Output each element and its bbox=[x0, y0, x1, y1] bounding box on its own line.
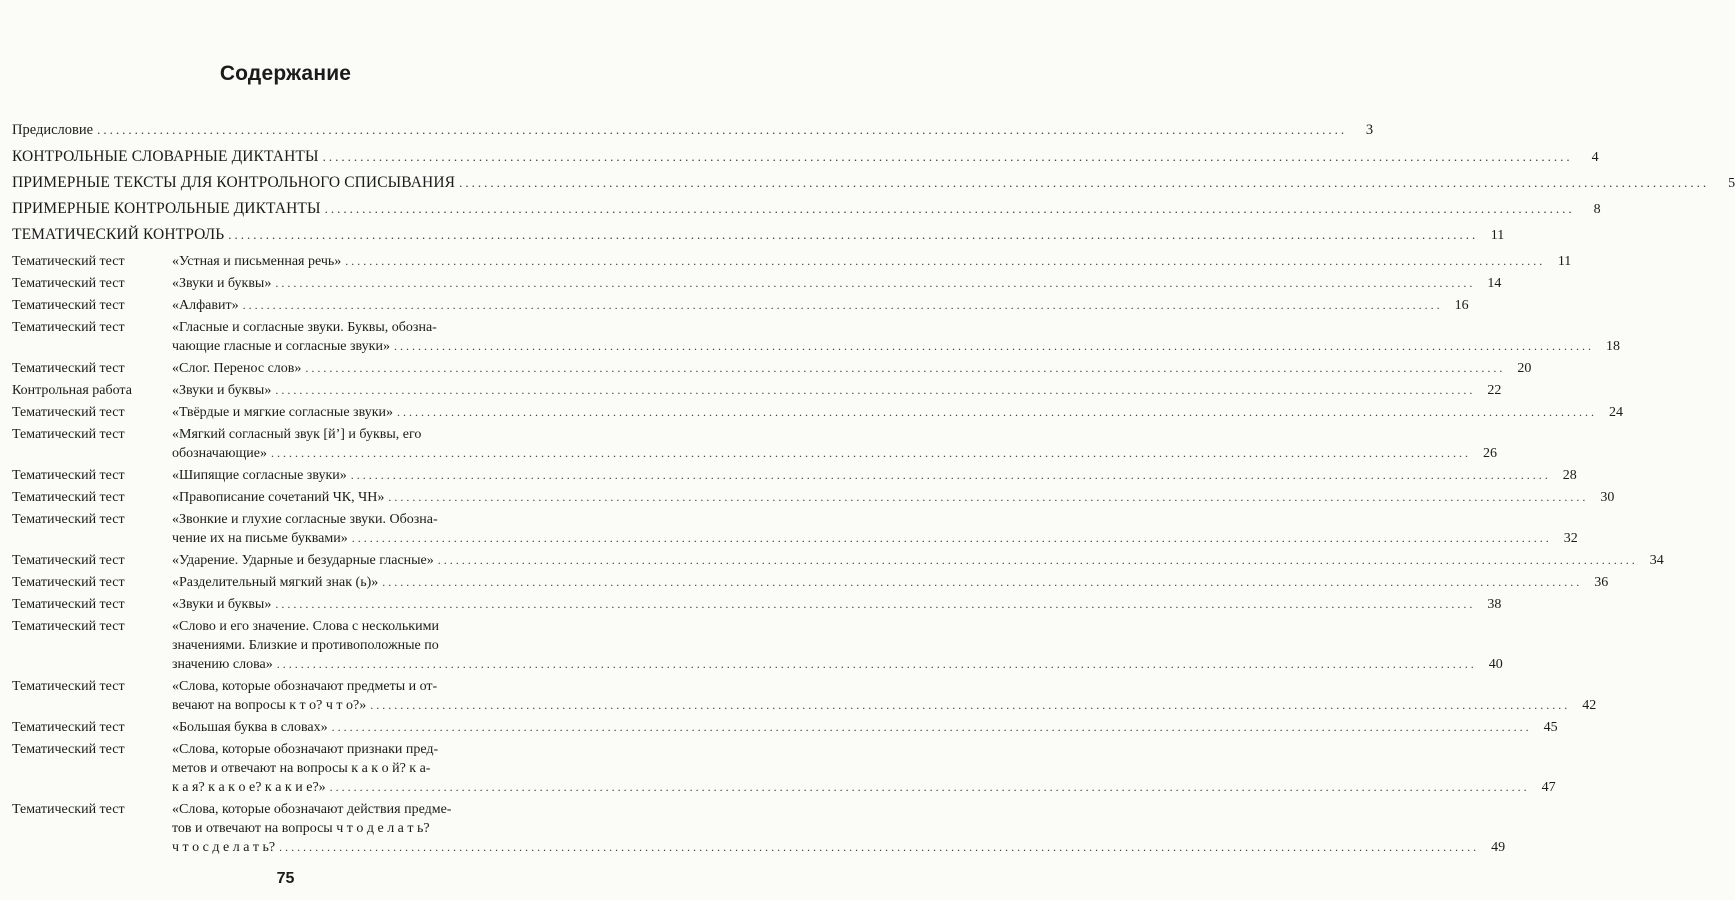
test-entry-line: «Большая буква в словах» bbox=[172, 720, 328, 735]
test-entry-title bbox=[172, 252, 1571, 271]
test-entry-kind: Тематический тест bbox=[12, 276, 125, 291]
leader-dots: ........................................................................................................................................................................................................ bbox=[329, 780, 1530, 794]
leader-dots: ........................................................................................................................................................................................................ bbox=[437, 553, 1638, 567]
toc-entry-page: 5 bbox=[1728, 176, 1735, 191]
test-entry-line: «Правописание сочетаний ЧК, ЧН» bbox=[172, 490, 385, 505]
test-entry-kind: Тематический тест bbox=[12, 597, 125, 612]
test-entry-page: 40 bbox=[1488, 657, 1503, 672]
test-entries bbox=[12, 252, 1664, 857]
leader-dots: ........................................................................................................................................................................................................ bbox=[370, 698, 1571, 712]
test-entry-title bbox=[172, 318, 1620, 356]
leader-dots: ........................................................................................................................................................................................................ bbox=[276, 657, 1477, 671]
test-entry-line: «Звуки и буквы» bbox=[172, 597, 272, 612]
toc-entry-label: ПРИМЕРНЫЕ ТЕКСТЫ ДЛЯ КОНТРОЛЬНОГО СПИСЫВАНИЯ bbox=[12, 174, 456, 191]
toc-entry bbox=[12, 122, 1374, 139]
toc-entry bbox=[12, 200, 1601, 218]
toc-entry-page: 4 bbox=[1591, 150, 1599, 165]
test-entry-page: 26 bbox=[1483, 446, 1497, 461]
test-entry-kind: Тематический тест bbox=[12, 361, 125, 376]
test-entry bbox=[12, 573, 1609, 592]
test-entry-page: 14 bbox=[1487, 276, 1502, 291]
leader-dots: ........................................................................................................................................................................................................ bbox=[459, 175, 1710, 190]
test-entry-line: «Звонкие и глухие согласные звуки. Обозна- bbox=[172, 512, 438, 527]
test-entry bbox=[12, 551, 1664, 570]
test-entry-page: 32 bbox=[1563, 531, 1578, 546]
test-entry-kind: Тематический тест bbox=[12, 720, 125, 735]
test-entry bbox=[12, 425, 1497, 463]
test-entry-page: 42 bbox=[1582, 698, 1597, 713]
test-entry-page: 47 bbox=[1541, 780, 1556, 795]
test-entry bbox=[12, 718, 1558, 737]
leader-dots: ........................................................................................................................................................................................................ bbox=[242, 298, 1443, 312]
toc-entry bbox=[12, 174, 1735, 192]
test-entry-line: «Звуки и буквы» bbox=[172, 276, 272, 291]
test-entry-title bbox=[172, 425, 1497, 463]
leader-dots: ........................................................................................................................................................................................................ bbox=[322, 149, 1573, 164]
leader-dots: ........................................................................................................................................................................................................ bbox=[275, 383, 1476, 397]
test-entry-title bbox=[172, 403, 1623, 422]
test-entry bbox=[12, 359, 1532, 378]
test-entry bbox=[12, 617, 1503, 674]
test-entry-line: «Слова, которые обозначают признаки пред- bbox=[172, 742, 439, 757]
test-entry-line: «Слог. Перенос слов» bbox=[172, 361, 302, 376]
test-entry-line: чение их на письме буквами» bbox=[172, 531, 348, 546]
test-entry-page: 38 bbox=[1487, 597, 1502, 612]
test-entry-line: значениями. Близкие и противоположные по bbox=[172, 638, 439, 653]
leader-dots: ........................................................................................................................................................................................................ bbox=[275, 597, 1476, 611]
test-entry-kind: Тематический тест bbox=[12, 468, 125, 483]
toc-entry-page: 3 bbox=[1365, 122, 1374, 138]
test-entry-kind: Тематический тест bbox=[12, 512, 125, 527]
toc-entry-page: 11 bbox=[1490, 228, 1505, 243]
test-entry bbox=[12, 740, 1556, 797]
test-entry bbox=[12, 252, 1572, 271]
test-entry-page: 34 bbox=[1649, 553, 1664, 568]
test-entry-page: 20 bbox=[1517, 361, 1532, 376]
toc-entry-label: ТЕМАТИЧЕСКИЙ КОНТРОЛЬ bbox=[12, 226, 225, 243]
test-entry bbox=[12, 274, 1502, 293]
test-entry-title bbox=[172, 740, 1556, 797]
toc-entry bbox=[12, 148, 1599, 166]
test-entry bbox=[12, 381, 1502, 400]
test-entry-line: «Шипящие согласные звуки» bbox=[172, 468, 347, 483]
page-number: 75 bbox=[276, 870, 295, 887]
test-entry-title bbox=[172, 466, 1577, 485]
test-entry bbox=[12, 800, 1506, 857]
test-entry-line: обозначающие» bbox=[172, 446, 267, 461]
test-entry-title bbox=[172, 381, 1501, 400]
test-entry-title bbox=[172, 573, 1608, 592]
test-entry-kind: Тематический тест bbox=[12, 254, 125, 269]
test-entry-kind: Тематический тест bbox=[12, 679, 125, 694]
leader-dots: ........................................................................................................................................................................................................ bbox=[345, 254, 1546, 268]
test-entry-kind: Тематический тест bbox=[12, 320, 125, 335]
test-entry-line: «Разделительный мягкий знак (ь)» bbox=[172, 575, 379, 590]
test-entry bbox=[12, 510, 1578, 548]
leader-dots: ........................................................................................................................................................................................................ bbox=[305, 361, 1506, 375]
leader-dots: ........................................................................................................................................................................................................ bbox=[331, 720, 1532, 734]
test-entry-line: «Алфавит» bbox=[172, 298, 239, 313]
test-entry-title bbox=[172, 718, 1558, 737]
test-entry-title bbox=[172, 595, 1501, 614]
test-entry-line: к а я? к а к о е? к а к и е?» bbox=[172, 780, 326, 795]
test-entry-kind: Тематический тест bbox=[12, 553, 125, 568]
test-entry-line: «Слова, которые обозначают предметы и от- bbox=[172, 679, 438, 694]
test-entry-title bbox=[172, 617, 1503, 674]
test-entry-title bbox=[172, 359, 1531, 378]
test-entry bbox=[12, 595, 1502, 614]
test-entry-page: 24 bbox=[1609, 405, 1624, 420]
test-entry-line: тов и отвечают на вопросы ч т о д е л а т ь? bbox=[172, 821, 430, 836]
test-entry-line: «Твёрдые и мягкие согласные звуки» bbox=[172, 405, 394, 420]
test-entry-page: 18 bbox=[1605, 339, 1620, 354]
leader-dots: ........................................................................................................................................................................................................ bbox=[350, 468, 1551, 482]
test-entry-title bbox=[172, 800, 1505, 857]
test-entry bbox=[12, 677, 1597, 715]
test-entry bbox=[12, 296, 1469, 315]
test-entry-line: метов и отвечают на вопросы к а к о й? к а- bbox=[172, 761, 431, 776]
test-entry-page: 11 bbox=[1557, 254, 1572, 269]
test-entry-line: чающие гласные и согласные звуки» bbox=[172, 339, 390, 354]
page-title: Содержание bbox=[219, 62, 352, 85]
toc-entry-label: Предисловие bbox=[12, 122, 94, 138]
test-entry-line: «Мягкий согласный звук [й’] и буквы, его bbox=[172, 427, 422, 442]
test-entry-line: «Устная и письменная речь» bbox=[172, 254, 342, 269]
test-entry-line: «Звуки и буквы» bbox=[172, 383, 272, 398]
test-entry-line: ч т о с д е л а т ь? bbox=[172, 840, 276, 855]
test-entry-kind: Тематический тест bbox=[12, 427, 125, 442]
test-entry-kind: Тематический тест bbox=[12, 802, 125, 817]
leader-dots: ........................................................................................................................................................................................................ bbox=[324, 201, 1575, 216]
test-entry-kind: Тематический тест bbox=[12, 742, 125, 757]
leader-dots: ........................................................................................................................................................................................................ bbox=[97, 122, 1348, 137]
test-entry-page: 45 bbox=[1543, 720, 1558, 735]
test-entry-kind: Тематический тест bbox=[12, 405, 125, 420]
test-entry-kind: Тематический тест bbox=[12, 619, 125, 634]
test-entry-line: «Гласные и согласные звуки. Буквы, обозна- bbox=[172, 320, 437, 335]
test-entry-title bbox=[172, 677, 1596, 715]
test-entry-line: «Слова, которые обозначают действия предме- bbox=[172, 802, 452, 817]
test-entry-line: значению слова» bbox=[172, 657, 273, 672]
leader-dots: ........................................................................................................................................................................................................ bbox=[351, 531, 1552, 545]
leader-dots: ........................................................................................................................................................................................................ bbox=[275, 276, 1476, 290]
toc-entry-label: ПРИМЕРНЫЕ КОНТРОЛЬНЫЕ ДИКТАНТЫ bbox=[12, 200, 321, 217]
test-entry-title bbox=[172, 551, 1664, 570]
toc-entry bbox=[12, 226, 1505, 244]
toc-entry-page: 8 bbox=[1593, 202, 1601, 217]
leader-dots: ........................................................................................................................................................................................................ bbox=[279, 840, 1480, 854]
test-entry bbox=[12, 488, 1615, 507]
leader-dots: ........................................................................................................................................................................................................ bbox=[397, 405, 1598, 419]
test-entry bbox=[12, 466, 1577, 485]
test-entry-kind: Тематический тест bbox=[12, 298, 125, 313]
test-entry-kind: Тематический тест bbox=[12, 490, 125, 505]
test-entry-page: 49 bbox=[1491, 840, 1506, 855]
test-entry-kind: Тематический тест bbox=[12, 575, 125, 590]
test-entry bbox=[12, 318, 1620, 356]
test-entry bbox=[12, 403, 1624, 422]
test-entry-page: 16 bbox=[1454, 298, 1469, 313]
test-entry-page: 30 bbox=[1600, 490, 1615, 505]
test-entry-title bbox=[172, 488, 1614, 507]
test-entry-page: 22 bbox=[1487, 383, 1502, 398]
test-entry-page: 28 bbox=[1562, 468, 1577, 483]
leader-dots: ........................................................................................................................................................................................................ bbox=[228, 227, 1479, 242]
main-entries bbox=[12, 122, 1735, 244]
test-entry-kind: Контрольная работа bbox=[12, 383, 132, 398]
test-entry-line: «Ударение. Ударные и безударные гласные» bbox=[172, 553, 434, 568]
test-entry-line: вечают на вопросы к т о? ч т о?» bbox=[172, 698, 367, 713]
table-of-contents bbox=[12, 122, 1735, 860]
leader-dots: ........................................................................................................................................................................................................ bbox=[393, 339, 1594, 353]
leader-dots: ........................................................................................................................................................................................................ bbox=[388, 490, 1589, 504]
test-entry-page: 36 bbox=[1594, 575, 1609, 590]
leader-dots: ........................................................................................................................................................................................................ bbox=[271, 446, 1471, 460]
test-entry-line: «Слово и его значение. Слова с несколькими bbox=[172, 619, 439, 634]
test-entry-title bbox=[172, 274, 1501, 293]
leader-dots: ........................................................................................................................................................................................................ bbox=[382, 575, 1583, 589]
test-entry-title bbox=[172, 296, 1469, 315]
toc-entry-label: КОНТРОЛЬНЫЕ СЛОВАРНЫЕ ДИКТАНТЫ bbox=[12, 148, 319, 165]
test-entry-title bbox=[172, 510, 1578, 548]
